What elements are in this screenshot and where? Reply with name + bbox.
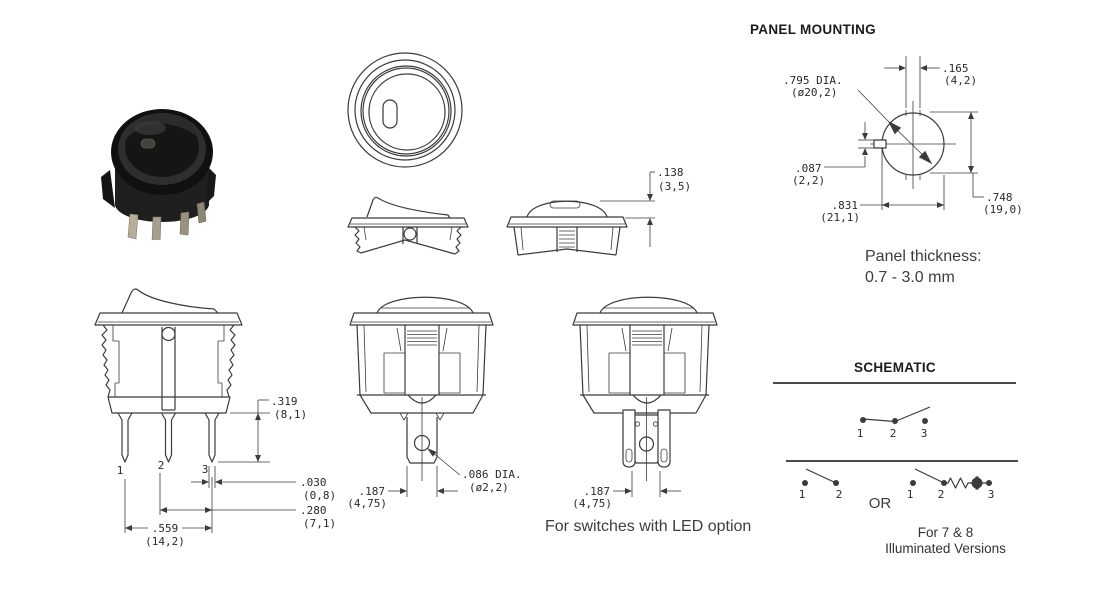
terminal-3-label: 3 — [201, 463, 209, 476]
dim-tab-width — [572, 471, 681, 510]
dim-tab-w-in-2: .187 — [583, 485, 610, 498]
terminal-1-label: 1 — [116, 464, 124, 477]
dim-slot-width — [884, 56, 977, 108]
schematic-divider-mid — [786, 460, 1018, 462]
dome — [377, 297, 473, 313]
schematic-title: SCHEMATIC — [854, 360, 936, 375]
dome — [600, 297, 697, 313]
dim-span-in: .559 — [151, 522, 179, 535]
panel-mounting-drawing — [770, 48, 1060, 228]
housing — [102, 325, 235, 413]
dim-hole-mm: (ø2,2) — [469, 481, 509, 494]
dim-dome-height — [600, 166, 691, 247]
spst-terminal-1: 1 — [798, 488, 806, 501]
dim-hole-in: .086 DIA. — [462, 468, 522, 481]
dome — [527, 201, 607, 217]
housing — [580, 325, 709, 413]
dim-pin-span — [125, 479, 212, 548]
dim-dia-mm: (ø20,2) — [791, 86, 838, 99]
dim-hole-diameter — [783, 74, 932, 164]
dim-tab-w-mm-2: (4,75) — [572, 497, 612, 510]
schematic-divider-top — [773, 382, 1016, 384]
illuminated-note-line2: Illuminated Versions — [885, 541, 1006, 556]
rocker — [367, 197, 450, 218]
spdt-terminal-2: 2 — [889, 427, 897, 440]
dim-dome-height-in: .138 — [657, 166, 684, 179]
bezel — [95, 313, 242, 325]
dim-slot-w-mm: (4,2) — [944, 74, 978, 87]
housing — [355, 227, 461, 254]
side-view-actuated-drawing — [342, 190, 474, 260]
dim-pin-thk-mm: (0,8) — [303, 489, 337, 502]
illum-terminal-1: 1 — [906, 488, 914, 501]
dim-slot-w-in: .165 — [942, 62, 969, 75]
dim-tab-width — [347, 466, 458, 510]
panel-thickness-note — [865, 246, 982, 288]
spst-terminal-2: 2 — [835, 488, 843, 501]
spdt-terminal-1: 1 — [856, 427, 864, 440]
top-view-drawing — [340, 48, 472, 173]
dim-pitch-in: .280 — [300, 504, 327, 517]
dim-tab-w-mm: (4,75) — [347, 497, 387, 510]
dim-width-in: .831 — [831, 199, 858, 212]
dim-pin-length — [218, 395, 307, 462]
front-view-three-terminal-drawing — [560, 285, 730, 515]
terminal-pins — [118, 413, 219, 462]
dim-dome-height-mm: (3,5) — [658, 180, 692, 193]
dim-hole-dia — [427, 448, 522, 494]
dim-span-mm: (14,2) — [145, 535, 185, 548]
terminal-2-label: 2 — [157, 459, 165, 472]
dim-height-in: .748 — [986, 191, 1013, 204]
schematic-spdt — [845, 402, 940, 442]
housing — [514, 227, 620, 255]
schematic-or-label: OR — [868, 495, 892, 512]
dim-notch-h-in: .087 — [795, 162, 822, 175]
bezel — [573, 313, 717, 325]
rocker — [122, 289, 218, 313]
dim-pitch-mm: (7,1) — [303, 517, 337, 530]
side-view-terminals-drawing — [88, 283, 350, 555]
dim-width-mm: (21,1) — [820, 211, 860, 224]
dim-tab-w-in: .187 — [358, 485, 385, 498]
dim-height-mm: (19,0) — [983, 203, 1023, 216]
bezel-rings — [348, 53, 462, 167]
panel-mounting-title: PANEL MOUNTING — [750, 22, 876, 37]
schematic-spst — [793, 465, 855, 507]
spdt-terminal-3: 3 — [920, 427, 928, 440]
dim-pin-thickness — [191, 466, 336, 502]
illuminated-note-line1: For 7 & 8 — [917, 525, 974, 540]
panel-thickness-value: 0.7 - 3.0 mm — [865, 269, 955, 286]
illum-terminal-2: 2 — [937, 488, 945, 501]
schematic-illuminated — [905, 465, 1005, 507]
dim-pin-thk-in: .030 — [300, 476, 327, 489]
dim-pin-len-mm: (8,1) — [274, 408, 308, 421]
illum-terminal-3: 3 — [987, 488, 995, 501]
led-option-caption: For switches with LED option — [545, 518, 752, 535]
outer-terminal-pins — [623, 397, 670, 481]
dim-pin-len-in: .319 — [271, 395, 298, 408]
housing — [357, 325, 486, 413]
bezel — [507, 217, 627, 227]
dim-dia-in: .795 DIA. — [783, 74, 843, 87]
lamp-icon — [972, 478, 983, 489]
illuminated-note — [868, 525, 1023, 557]
front-view-dome-drawing — [505, 150, 700, 265]
dim-notch-height — [792, 122, 874, 187]
front-view-led-tab-drawing — [340, 285, 555, 515]
bezel — [350, 313, 493, 325]
dim-notch-h-mm: (2,2) — [792, 174, 826, 187]
panel-thickness-label: Panel thickness: — [865, 248, 982, 265]
product-photo — [86, 78, 238, 240]
indicator-window — [383, 100, 397, 128]
terminal-numbers — [117, 459, 209, 477]
bezel — [348, 218, 468, 227]
